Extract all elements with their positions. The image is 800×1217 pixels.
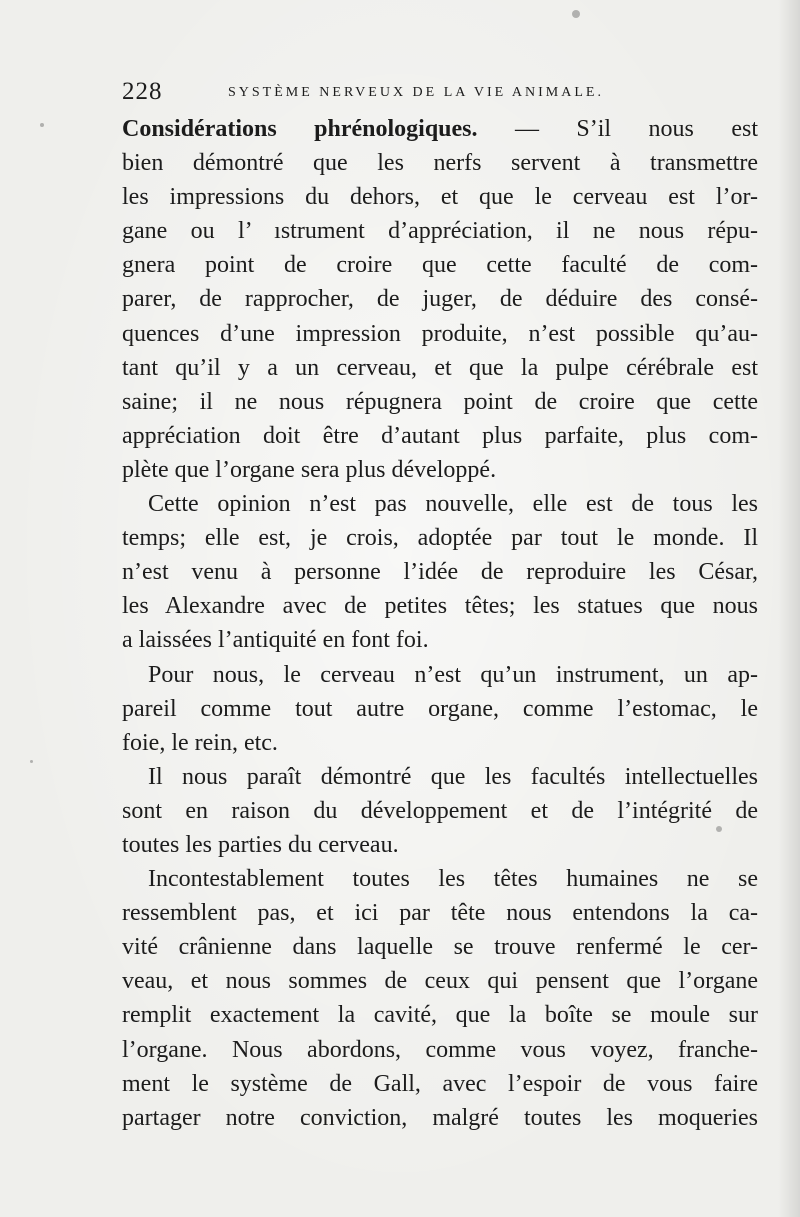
text-line: parer, de rapprocher, de juger, de déduire des consé- [122,286,758,313]
text-line: a laissées l’antiquité en font foi. [122,627,429,654]
text-line: Incontestablement toutes les têtes humaines ne se [148,866,758,893]
paper-speck [40,123,44,127]
text-line: vité crânienne dans laquelle se trouve renfermé le cer- [122,934,758,961]
text-line: gnera point de croire que cette faculté de com- [122,252,758,279]
text-line: tant qu’il y a un cerveau, et que la pulpe cérébrale est [122,354,758,381]
text-line: saine; il ne nous répugnera point de croire que cette [122,388,758,415]
text-line: l’organe. Nous abordons, comme vous voyez, franche- [122,1036,758,1063]
running-head [122,78,682,108]
text-line: toutes les parties du cerveau. [122,831,399,858]
text-line [122,112,758,146]
text-line: veau, et nous sommes de ceux qui pensent que l’organe [122,968,758,995]
paper-speck [30,760,33,763]
text-line: partager notre conviction, malgré toutes les moqueries [122,1104,758,1131]
text-line: Cette opinion n’est pas nouvelle, elle est de tous les [148,491,758,518]
text-line: bien démontré que les nerfs servent à transmettre [122,150,758,177]
text-line-continuation: — S’il nous est [477,116,758,142]
page-edge-shadow [778,0,800,1217]
running-title: SYSTÈME NERVEUX DE LA VIE ANIMALE. [228,85,604,100]
text-line: Il nous paraît démontré que les facultés intellectuelles [148,763,758,790]
text-line: ment le système de Gall, avec l’espoir de vous faire [122,1070,758,1097]
text-line: appréciation doit être d’autant plus parfaite, plus com- [122,422,758,449]
text-line: quences d’une impression produite, n’est possible qu’au- [122,320,758,347]
page-number: 228 [122,78,163,105]
text-line: pareil comme tout autre organe, comme l’estomac, le [122,695,758,722]
section-heading: Considérations phrénologiques. [122,116,478,142]
text-line: les impressions du dehors, et que le cerveau est l’or- [122,184,758,211]
text-line: plète que l’organe sera plus développé. [122,456,497,483]
text-line: Pour nous, le cerveau n’est qu’un instrument, un ap- [148,661,758,688]
paper-speck [572,10,580,18]
text-line: sont en raison du développement et de l’intégrité de [122,797,758,824]
text-line: foie, le rein, etc. [122,729,278,756]
text-line: gane ou l’ ıstrument d’appréciation, il ne nous répu- [122,218,758,245]
text-line: temps; elle est, je crois, adoptée par tout le monde. Il [122,525,758,552]
text-line: remplit exactement la cavité, que la boîte se moule sur [122,1002,758,1029]
text-line: n’est venu à personne l’idée de reproduire les César, [122,559,758,586]
text-line: les Alexandre avec de petites têtes; les statues que nous [122,593,758,620]
text-line: ressemblent pas, et ici par tête nous entendons la ca- [122,900,758,927]
body-text [122,112,758,1135]
